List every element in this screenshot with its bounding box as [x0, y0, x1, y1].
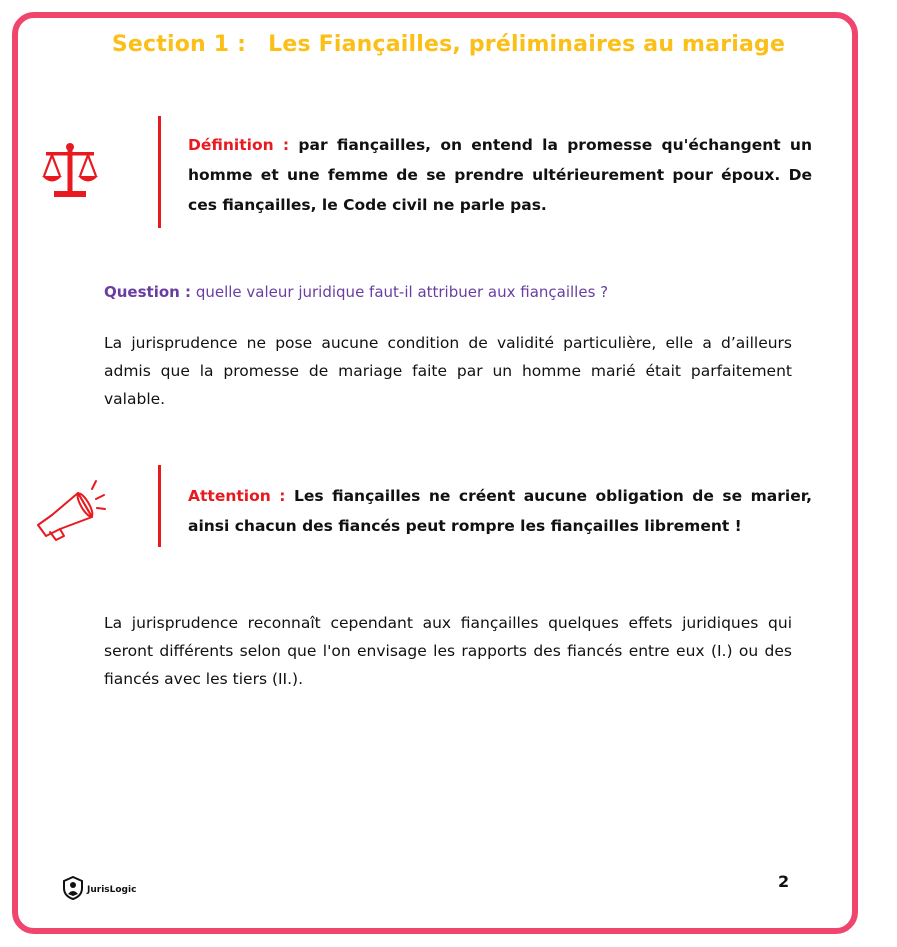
- section-number: Section 1 :: [111, 32, 247, 57]
- megaphone-icon: [34, 479, 120, 547]
- page-number: 2: [778, 872, 790, 891]
- attention-label: Attention :: [188, 487, 286, 505]
- paragraph-effets: La jurisprudence reconnaît cependant aux fiançailles quelques effets juridiques qui seront différents selon que l'on envisage les rapports des fiancés entre eux (I.) ou des fiancés avec les tiers (II.).: [104, 614, 792, 688]
- paragraph-jurisprudence: La jurisprudence ne pose aucune condition de validité particulière, elle a d’ailleurs admis que la promesse de mariage faite par un homme marié était parfaitement valable.: [104, 334, 792, 408]
- scales-icon: [40, 140, 100, 206]
- attention-divider: [158, 465, 161, 547]
- jurislogic-logo-icon: [62, 876, 84, 904]
- definition-label: Définition :: [188, 136, 290, 154]
- question-label: Question :: [104, 283, 192, 301]
- definition-text: [188, 130, 812, 220]
- question-body: quelle valeur juridique faut-il attribuer aux fiançailles ?: [195, 283, 609, 301]
- attention-body: Les fiançailles ne créent aucune obligation de se marier, ainsi chacun des fiancés peut rompre les fiançailles librement !: [188, 487, 812, 535]
- question-line: [104, 283, 608, 301]
- section-heading: Les Fiançailles, préliminaires au mariage: [268, 32, 786, 57]
- definition-callout: [32, 116, 812, 228]
- definition-divider: [158, 116, 161, 228]
- attention-callout: [32, 465, 812, 547]
- definition-body: par fiançailles, on entend la promesse qu'échangent un homme et une femme de se prendre ultérieurement pour époux. De ces fiançailles, le Code civil ne parle pas.: [188, 136, 813, 214]
- footer-brand: JurisLogic: [87, 885, 137, 895]
- footer-logo: [62, 876, 136, 904]
- attention-text: [188, 481, 812, 541]
- page-title: [0, 32, 897, 57]
